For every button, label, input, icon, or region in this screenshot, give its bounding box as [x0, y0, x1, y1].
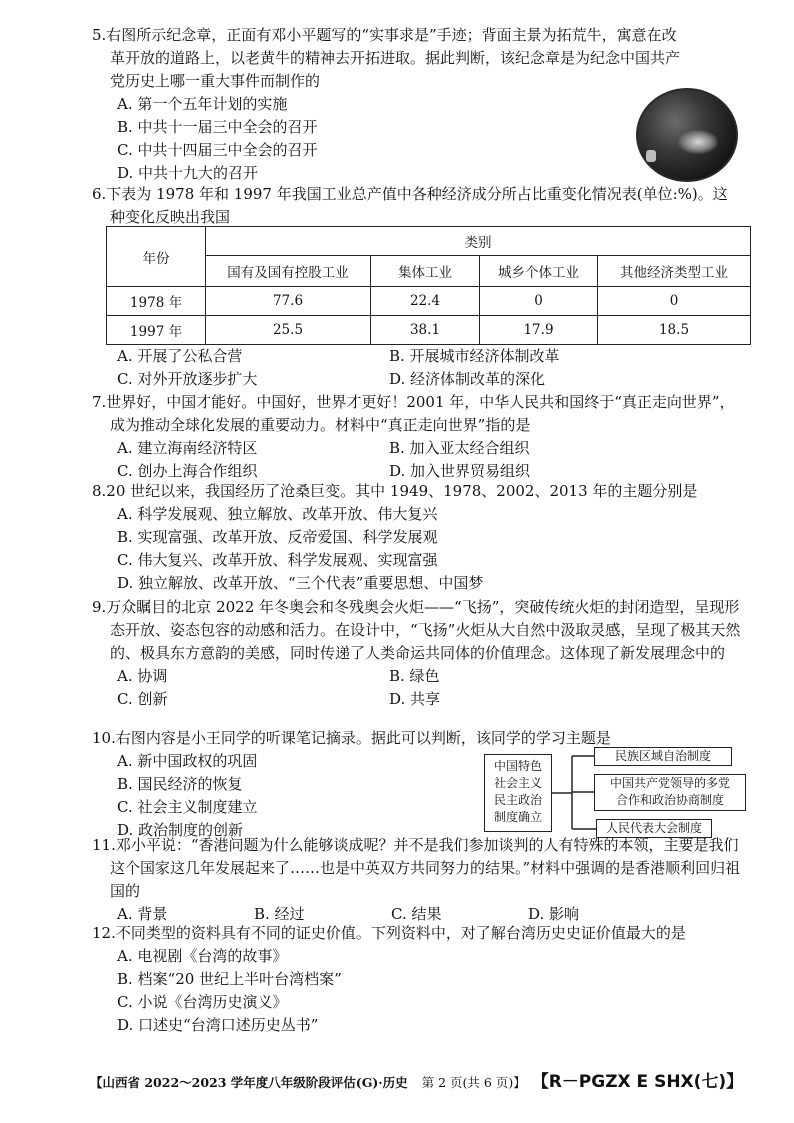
- option-b: B. 实现富强、改革开放、反帝爱国、科学发展观: [117, 528, 438, 546]
- exam-title: 【山西省 2022～2023 学年度八年级阶段评估(G)·历史: [90, 1075, 408, 1090]
- exam-code: 【R－PGZX E SHX(七)】: [531, 1072, 744, 1092]
- main-box-line: 制度确立: [493, 810, 542, 824]
- option-a: A. 开展了公私合营: [117, 347, 243, 365]
- table-cell: 77.6: [206, 287, 371, 316]
- year-header: 年份: [107, 227, 206, 287]
- option-c: C. 伟大复兴、改革开放、科学发展观、实现富强: [117, 551, 438, 569]
- box-line: 合作和政治协商制度: [615, 793, 724, 807]
- option-d: D. 政治制度的创新: [117, 821, 244, 839]
- option-c: C. 创办上海合作组织: [117, 462, 258, 480]
- option-d: D. 经济体制改革的深化: [389, 370, 546, 388]
- table-cell: 22.4: [371, 287, 480, 316]
- option-b: B. 加入亚太经合组织: [389, 439, 530, 457]
- question-11: [92, 834, 742, 926]
- category-header: 类别: [206, 227, 751, 256]
- option-b: B. 开展城市经济体制改革: [389, 347, 560, 365]
- question-6: [92, 183, 742, 229]
- option-b: B. 国民经济的恢复: [117, 775, 243, 793]
- option-a: A. 协调: [117, 667, 168, 685]
- main-box-line: 社会主义: [493, 776, 542, 790]
- option-d: D. 独立解放、改革开放、“三个代表”重要思想、中国梦: [117, 574, 484, 592]
- diagram-main-box: [484, 754, 552, 832]
- option-d: D. 口述史“台湾口述历史丛书”: [117, 1016, 319, 1034]
- question-stem: 6.下表为 1978 年和 1997 年我国工业总产值中各种经济成分所占比重变化情况表(单位:%)。这种变化反映出我国: [92, 185, 728, 226]
- question-7: [92, 391, 742, 483]
- page-number: 第 2 页(共 6 页)】: [421, 1075, 526, 1090]
- option-d: D. 加入世界贸易组织: [389, 462, 531, 480]
- question-stem: 8.20 世纪以来，我国经历了沧桑巨变。其中 1949、1978、2002、2013 年的主题分别是: [92, 482, 698, 500]
- medal-highlight: [646, 150, 656, 162]
- ox-relief-highlight: [678, 130, 718, 154]
- option-b: B. 档案“20 世纪上半叶台湾档案”: [117, 970, 342, 988]
- option-c: C. 中共十四届三中全会的召开: [117, 141, 318, 159]
- question-stem: 7.世界好，中国才能好。中国好，世界才更好！2001 年，中华人民共和国终于“真正走向世界”，成为推动全球化发展的重要动力。材料中“真正走向世界”指的是: [92, 393, 735, 434]
- peoples-congress-box: 人民代表大会制度: [596, 819, 712, 838]
- option-c: C. 社会主义制度建立: [117, 798, 258, 816]
- question-stem: 5.右图所示纪念章，正面有邓小平题写的“实事求是”手迹；背面主景为拓荒牛，寓意在改革开放的道路上，以老黄牛的精神去开拓进取。据此判断，该纪念章是为纪念中国共产党历史上哪一重大事件而制作的: [92, 26, 681, 90]
- table-row: [107, 316, 751, 345]
- table-cell: 38.1: [371, 316, 480, 345]
- main-box-line: 中国特色: [493, 759, 542, 773]
- option-c: C. 结果: [391, 905, 442, 923]
- option-a: A. 电视剧《台湾的故事》: [117, 947, 288, 965]
- table-row: [107, 287, 751, 316]
- column-header: 城乡个体工业: [480, 256, 598, 287]
- question-stem: 12.不同类型的资料具有不同的证史价值。下列资料中，对了解台湾历史史证价值最大的是: [92, 924, 686, 942]
- main-box-line: 民主政治: [493, 793, 542, 807]
- question-9: [92, 596, 742, 711]
- option-d: D. 中共十九大的召开: [117, 164, 259, 182]
- option-d: D. 影响: [528, 905, 580, 923]
- option-a: A. 建立海南经济特区: [117, 439, 258, 457]
- option-c: C. 对外开放逐步扩大: [117, 370, 258, 388]
- column-header: 国有及国有控股工业: [206, 256, 371, 287]
- economic-share-table: [106, 226, 751, 345]
- question-8: [92, 480, 742, 595]
- ethnic-autonomy-box: 民族区域自治制度: [594, 747, 732, 766]
- question-stem: 10.右图内容是小王同学的听课笔记摘录。据此可以判断，该同学的学习主题是: [92, 729, 611, 747]
- option-d: D. 共享: [389, 690, 441, 708]
- column-header: 其他经济类型工业: [598, 256, 751, 287]
- option-b: B. 绿色: [389, 667, 440, 685]
- column-header: 集体工业: [371, 256, 480, 287]
- table-cell: 18.5: [598, 316, 751, 345]
- option-a: A. 背景: [117, 905, 168, 923]
- row-year: 1997 年: [107, 316, 206, 345]
- question-stem: 9.万众瞩目的北京 2022 年冬奥会和冬残奥会火炬——“飞扬”，突破传统火炬的封闭造型，呈现形态开放、姿态包容的动感和活力。在设计中，“飞扬”火炬从大自然中汲取灵感，呈现了极其天然的、极具东方意韵的美感，同时传递了人类命运共同体的价值理念。这体现了新发展理念中的: [92, 598, 741, 662]
- box-line: 中国共产党领导的多党: [609, 776, 730, 790]
- option-a: A. 第一个五年计划的实施: [117, 95, 288, 113]
- table-cell: 0: [598, 287, 751, 316]
- notes-diagram: [484, 744, 746, 844]
- question-6-options: [92, 345, 742, 391]
- option-b: B. 经过: [254, 905, 305, 923]
- commemorative-medal-image: [636, 88, 738, 182]
- question-stem: 11.邓小平说：“香港问题为什么能够谈成呢？并不是我们参加谈判的人有特殊的本领，主要是我们这个国家这几年发展起来了……也是中英双方共同努力的结果。”材料中强调的是香港顺利回归祖国的: [92, 836, 741, 900]
- question-12: [92, 922, 742, 1037]
- multiparty-cooperation-box: [594, 774, 746, 811]
- table-cell: 25.5: [206, 316, 371, 345]
- table-cell: 0: [480, 287, 598, 316]
- option-a: A. 新中国政权的巩固: [117, 752, 258, 770]
- table-cell: 17.9: [480, 316, 598, 345]
- option-b: B. 中共十一届三中全会的召开: [117, 118, 318, 136]
- option-c: C. 创新: [117, 690, 168, 708]
- page-footer: [90, 1067, 750, 1092]
- option-a: A. 科学发展观、独立解放、改革开放、伟大复兴: [117, 505, 438, 523]
- row-year: 1978 年: [107, 287, 206, 316]
- option-c: C. 小说《台湾历史演义》: [117, 993, 288, 1011]
